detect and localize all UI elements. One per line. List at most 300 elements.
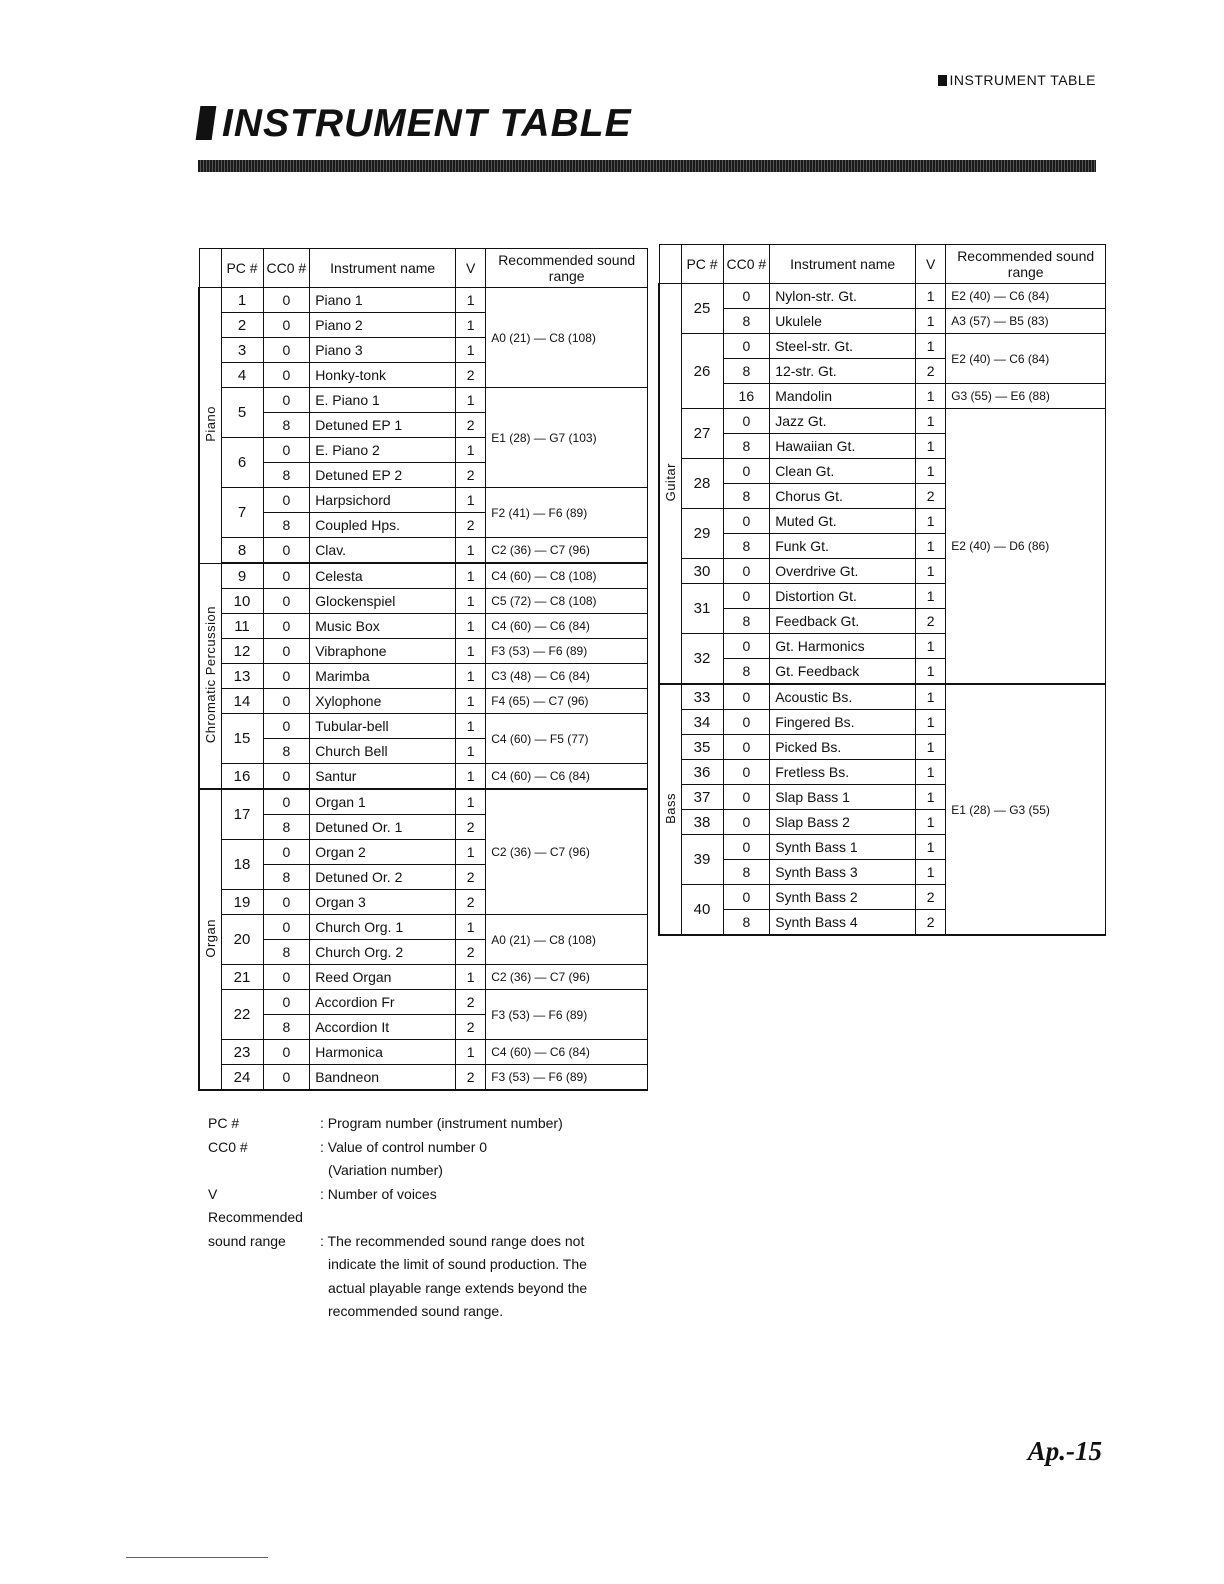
table-row [199,789,648,815]
voices-cell: 1 [456,614,486,639]
voices-cell: 1 [916,684,946,710]
voices-cell: 1 [916,434,946,459]
table-row [659,334,1106,359]
instrument-name: Organ 1 [310,789,456,815]
instrument-name: Synth Bass 1 [770,835,916,860]
voices-cell: 1 [456,714,486,739]
category-guitar: Guitar [659,284,681,685]
name-column-header: Instrument name [310,249,456,288]
cc0-cell: 0 [263,313,310,338]
cc0-cell: 8 [723,534,770,559]
cc0-cell: 0 [263,840,310,865]
cc0-cell: 8 [723,434,770,459]
table-row [199,965,648,990]
instrument-name: Clean Gt. [770,459,916,484]
pc-cell: 17 [221,789,263,840]
cc0-cell: 8 [723,910,770,936]
cc0-cell: 8 [263,413,310,438]
cc0-cell: 0 [723,509,770,534]
range-cell: C2 (36) — C7 (96) [486,538,648,564]
pc-cell: 30 [681,559,723,584]
pc-cell: 11 [221,614,263,639]
range-cell: F3 (53) — F6 (89) [486,1065,648,1091]
cc0-cell: 0 [263,363,310,388]
legend-value: recommended sound range. [328,1303,504,1319]
legend-key: CC0 # [208,1138,248,1155]
pc-cell: 37 [681,785,723,810]
legend-value: : Number of voices [320,1185,437,1202]
instrument-name: E. Piano 2 [310,438,456,463]
instrument-name: Detuned Or. 1 [310,815,456,840]
voices-cell: 1 [456,689,486,714]
instrument-name: Reed Organ [310,965,456,990]
cc0-cell: 8 [723,484,770,509]
instrument-name: Harmonica [310,1040,456,1065]
instrument-name: Fretless Bs. [770,760,916,785]
instrument-name: Gt. Harmonics [770,634,916,659]
instrument-name: Xylophone [310,689,456,714]
voices-cell: 1 [916,334,946,359]
pc-cell: 12 [221,639,263,664]
instrument-name: Detuned Or. 2 [310,865,456,890]
pc-cell: 2 [221,313,263,338]
cc0-cell: 0 [263,488,310,513]
instrument-name: Nylon-str. Gt. [770,284,916,309]
cc0-cell: 0 [723,634,770,659]
instrument-name: Distortion Gt. [770,584,916,609]
table-row [659,284,1106,309]
voices-cell: 1 [916,835,946,860]
cc0-cell: 0 [263,438,310,463]
voices-cell: 1 [456,915,486,940]
pc-cell: 31 [681,584,723,634]
category-chromatic-percussion: Chromatic Percussion [199,563,221,789]
voices-cell: 1 [456,288,486,313]
cc0-cell: 0 [723,409,770,434]
voices-cell: 2 [456,865,486,890]
legend-value: : Value of control number 0 [320,1138,488,1155]
pc-cell: 10 [221,589,263,614]
voices-cell: 1 [456,313,486,338]
instrument-name: Muted Gt. [770,509,916,534]
legend [208,1112,648,1324]
cc0-cell: 0 [723,760,770,785]
instrument-name: Church Bell [310,739,456,764]
name-column-header: Instrument name [770,245,916,284]
pc-cell: 9 [221,563,263,589]
instrument-name: Music Box [310,614,456,639]
cc0-cell: 0 [263,338,310,363]
pc-cell: 18 [221,840,263,890]
voices-cell: 2 [456,1065,486,1091]
voices-cell: 1 [456,563,486,589]
range-cell: A3 (57) — B5 (83) [946,309,1106,334]
instrument-name: Piano 2 [310,313,456,338]
running-header: INSTRUMENT TABLE [938,72,1096,88]
table-row [199,538,648,564]
pc-cell: 3 [221,338,263,363]
cc0-cell: 0 [263,288,310,313]
cc0-cell: 0 [263,614,310,639]
pc-cell: 6 [221,438,263,488]
pc-cell: 34 [681,710,723,735]
voices-cell: 1 [456,664,486,689]
voices-cell: 1 [916,534,946,559]
voices-cell: 1 [916,309,946,334]
pc-cell: 21 [221,965,263,990]
voices-cell: 1 [456,388,486,413]
instrument-name: Tubular-bell [310,714,456,739]
category-column-header [659,245,681,284]
range-column-header: Recommended sound range [486,249,648,288]
voices-cell: 1 [916,735,946,760]
voices-cell: 2 [916,910,946,936]
cc0-cell: 0 [263,589,310,614]
voices-cell: 1 [456,338,486,363]
pc-cell: 13 [221,664,263,689]
legend-key: Recommended [208,1209,303,1225]
voices-cell: 2 [456,1015,486,1040]
range-cell: C4 (60) — C6 (84) [486,1040,648,1065]
voices-cell: 1 [916,659,946,685]
voices-cell: 1 [456,438,486,463]
instrument-name: Harpsichord [310,488,456,513]
instrument-name: Mandolin [770,384,916,409]
cc0-cell: 8 [723,659,770,685]
cc0-cell: 8 [263,815,310,840]
cc0-cell: 0 [723,735,770,760]
instrument-name: Detuned EP 2 [310,463,456,488]
cc0-cell: 0 [723,710,770,735]
cc0-cell: 0 [263,990,310,1015]
cc0-cell: 0 [263,890,310,915]
range-cell: A0 (21) — C8 (108) [486,288,648,388]
range-cell: C4 (60) — C6 (84) [486,614,648,639]
pc-cell: 15 [221,714,263,764]
voices-cell: 1 [916,710,946,735]
cc0-cell: 0 [263,915,310,940]
instrument-name: Marimba [310,664,456,689]
voices-cell: 2 [456,815,486,840]
instrument-name: Feedback Gt. [770,609,916,634]
cc0-cell: 0 [723,835,770,860]
table-row [199,1065,648,1091]
voices-cell: 2 [916,609,946,634]
range-cell: C4 (60) — C8 (108) [486,563,648,589]
table-row [659,384,1106,409]
voices-cell: 1 [456,639,486,664]
voices-cell: 2 [916,885,946,910]
instrument-name: Coupled Hps. [310,513,456,538]
table-row [199,488,648,513]
pc-cell: 23 [221,1040,263,1065]
instrument-name: Fingered Bs. [770,710,916,735]
cc0-cell: 0 [723,885,770,910]
pc-cell: 1 [221,288,263,313]
instrument-name: Santur [310,764,456,790]
cc0-cell: 8 [263,463,310,488]
table-row [199,990,648,1015]
range-cell: E2 (40) — C6 (84) [946,334,1106,384]
cc0-cell: 8 [263,865,310,890]
instrument-name: 12-str. Gt. [770,359,916,384]
instrument-name: Ukulele [770,309,916,334]
voices-cell: 1 [456,488,486,513]
table-row [659,684,1106,710]
pc-cell: 35 [681,735,723,760]
voices-cell: 1 [916,760,946,785]
table-header-row [659,245,1106,284]
pc-cell: 38 [681,810,723,835]
voices-cell: 1 [456,1040,486,1065]
voices-cell: 1 [456,764,486,790]
instrument-table-right [658,244,1106,936]
category-piano: Piano [199,288,221,564]
range-cell: C3 (48) — C6 (84) [486,664,648,689]
instrument-name: Celesta [310,563,456,589]
cc0-cell: 0 [723,810,770,835]
cc0-cell: 0 [263,1065,310,1091]
instrument-name: Church Org. 2 [310,940,456,965]
voices-cell: 2 [456,890,486,915]
voices-cell: 2 [456,990,486,1015]
range-cell: C5 (72) — C8 (108) [486,589,648,614]
cc0-cell: 0 [263,563,310,589]
cc0-cell: 0 [723,334,770,359]
cc0-column-header: CC0 # [263,249,310,288]
instrument-name: Synth Bass 2 [770,885,916,910]
legend-value: : The recommended sound range does not [320,1232,585,1249]
instrument-name: Picked Bs. [770,735,916,760]
cc0-cell: 8 [723,609,770,634]
square-bullet-icon [938,75,947,86]
legend-value: actual playable range extends beyond the [328,1279,588,1296]
instrument-name: Slap Bass 1 [770,785,916,810]
legend-key: V [208,1185,218,1202]
pc-cell: 27 [681,409,723,459]
voices-cell: 1 [916,559,946,584]
range-cell: E1 (28) — G7 (103) [486,388,648,488]
instrument-name: Synth Bass 4 [770,910,916,936]
voices-cell: 1 [456,739,486,764]
table-row [199,764,648,790]
pc-cell: 39 [681,835,723,885]
legend-key: PC # [208,1115,240,1131]
voices-cell: 1 [916,284,946,309]
cc0-cell: 8 [263,513,310,538]
voices-cell: 1 [916,634,946,659]
instrument-name: Honky-tonk [310,363,456,388]
cc0-cell: 8 [723,309,770,334]
page-title: INSTRUMENT TABLE [198,102,632,146]
voices-cell: 2 [456,513,486,538]
range-cell: E2 (40) — D6 (86) [946,409,1106,685]
pc-cell: 5 [221,388,263,438]
pc-cell: 22 [221,990,263,1040]
cc0-cell: 8 [723,359,770,384]
table-row [659,409,1106,434]
range-cell: C4 (60) — F5 (77) [486,714,648,764]
instrument-name: Detuned EP 1 [310,413,456,438]
cc0-cell: 0 [263,689,310,714]
pc-cell: 19 [221,890,263,915]
range-cell: C4 (60) — C6 (84) [486,764,648,790]
voices-cell: 2 [916,359,946,384]
category-column-header [199,249,221,288]
instrument-name: Acoustic Bs. [770,684,916,710]
table-row [199,664,648,689]
pc-cell: 20 [221,915,263,965]
cc0-cell: 0 [723,459,770,484]
instrument-name: Organ 3 [310,890,456,915]
range-column-header: Recommended sound range [946,245,1106,284]
pc-column-header: PC # [221,249,263,288]
voices-cell: 1 [916,459,946,484]
voices-cell: 1 [916,384,946,409]
table-row [199,614,648,639]
instrument-name: Funk Gt. [770,534,916,559]
voices-cell: 1 [916,785,946,810]
instrument-name: Hawaiian Gt. [770,434,916,459]
pc-column-header: PC # [681,245,723,284]
pc-cell: 25 [681,284,723,334]
legend-value: : Program number (instrument number) [320,1115,563,1131]
pc-cell: 8 [221,538,263,564]
instrument-name: Clav. [310,538,456,564]
voices-cell: 1 [916,584,946,609]
pc-cell: 16 [221,764,263,790]
cc0-cell: 0 [263,764,310,790]
voices-cell: 1 [916,810,946,835]
voices-cell: 1 [456,789,486,815]
pc-cell: 24 [221,1065,263,1091]
instrument-name: Gt. Feedback [770,659,916,685]
cc0-cell: 0 [263,664,310,689]
page-number: Ap.-15 [1027,1436,1102,1466]
instrument-name: Glockenspiel [310,589,456,614]
range-cell: F4 (65) — C7 (96) [486,689,648,714]
instrument-name: Accordion Fr [310,990,456,1015]
v-column-header: V [916,245,946,284]
voices-cell: 1 [916,409,946,434]
cc0-cell: 8 [263,940,310,965]
table-header-row [199,249,648,288]
cc0-cell: 0 [723,684,770,710]
range-cell: F2 (41) — F6 (89) [486,488,648,538]
table-row [199,563,648,589]
v-column-header: V [456,249,486,288]
table-row [659,309,1106,334]
cc0-cell: 0 [723,284,770,309]
table-row [199,388,648,413]
instrument-name: Slap Bass 2 [770,810,916,835]
pc-cell: 4 [221,363,263,388]
cc0-column-header: CC0 # [723,245,770,284]
cc0-cell: 8 [263,739,310,764]
cc0-cell: 8 [723,860,770,885]
table-row [199,1040,648,1065]
title-rule [198,160,1096,172]
cc0-cell: 8 [263,1015,310,1040]
cc0-cell: 0 [723,559,770,584]
range-cell: E2 (40) — C6 (84) [946,284,1106,309]
instrument-name: Steel-str. Gt. [770,334,916,359]
cc0-cell: 0 [263,388,310,413]
pc-cell: 40 [681,885,723,936]
table-row [199,589,648,614]
cc0-cell: 0 [723,785,770,810]
instrument-name: Church Org. 1 [310,915,456,940]
table-row [199,639,648,664]
footer-line [126,1557,268,1558]
instrument-name: Accordion It [310,1015,456,1040]
range-cell: E1 (28) — G3 (55) [946,684,1106,935]
cc0-cell: 0 [263,714,310,739]
cc0-cell: 16 [723,384,770,409]
instrument-name: Bandneon [310,1065,456,1091]
table-row [199,915,648,940]
cc0-cell: 0 [263,1040,310,1065]
cc0-cell: 0 [263,965,310,990]
voices-cell: 1 [916,860,946,885]
cc0-cell: 0 [263,538,310,564]
cc0-cell: 0 [263,639,310,664]
pc-cell: 14 [221,689,263,714]
range-cell: C2 (36) — C7 (96) [486,965,648,990]
range-cell: G3 (55) — E6 (88) [946,384,1106,409]
voices-cell: 1 [456,538,486,564]
voices-cell: 1 [456,965,486,990]
legend-key: sound range [208,1232,286,1249]
range-cell: A0 (21) — C8 (108) [486,915,648,965]
voices-cell: 2 [456,363,486,388]
table-row [199,689,648,714]
range-cell: F3 (53) — F6 (89) [486,639,648,664]
instrument-name: Jazz Gt. [770,409,916,434]
pc-cell: 36 [681,760,723,785]
voices-cell: 2 [456,463,486,488]
table-row [199,288,648,313]
instrument-name: Vibraphone [310,639,456,664]
category-organ: Organ [199,789,221,1090]
voices-cell: 1 [456,840,486,865]
pc-cell: 32 [681,634,723,685]
range-cell: F3 (53) — F6 (89) [486,990,648,1040]
instrument-table-left [198,248,648,1091]
instrument-name: Piano 3 [310,338,456,363]
instrument-name: Synth Bass 3 [770,860,916,885]
instrument-name: E. Piano 1 [310,388,456,413]
pc-cell: 33 [681,684,723,710]
cc0-cell: 0 [723,584,770,609]
instrument-name: Organ 2 [310,840,456,865]
voices-cell: 2 [456,413,486,438]
legend-value: indicate the limit of sound production. The [328,1256,587,1272]
instrument-name: Overdrive Gt. [770,559,916,584]
table-row [199,714,648,739]
pc-cell: 26 [681,334,723,409]
pc-cell: 29 [681,509,723,559]
voices-cell: 2 [916,484,946,509]
range-cell: C2 (36) — C7 (96) [486,789,648,915]
pc-cell: 28 [681,459,723,509]
voices-cell: 2 [456,940,486,965]
category-bass: Bass [659,684,681,935]
voices-cell: 1 [456,589,486,614]
pc-cell: 7 [221,488,263,538]
square-bullet-icon [196,106,217,140]
voices-cell: 1 [916,509,946,534]
